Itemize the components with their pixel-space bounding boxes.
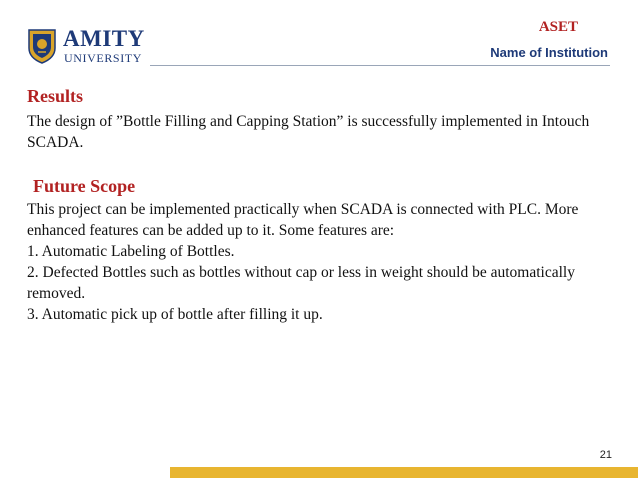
logo-name: AMITY	[63, 26, 145, 51]
amity-logo	[27, 26, 145, 74]
header-divider	[150, 65, 610, 66]
future-scope-title: Future Scope	[33, 176, 136, 196]
shield-crest-icon	[27, 28, 57, 64]
future-scope-intro: This project can be implemented practically when SCADA is connected with PLC. More enhanced features can be added up to it. Some features are:	[27, 201, 579, 239]
logo-subtitle: UNIVERSITY	[64, 51, 142, 65]
page-number: 21	[599, 449, 612, 461]
footer-bar	[170, 467, 638, 478]
future-scope-item-2: 2. Defected Bottles such as bottles without cap or less in weight should be automatically removed.	[27, 264, 575, 302]
results-text-block	[27, 111, 607, 153]
results-text: The design of ”Bottle Filling and Capping Station” is successfully implemented in Intouch SCADA.	[27, 113, 590, 151]
future-scope-item-1: 1. Automatic Labeling of Bottles.	[27, 243, 235, 260]
aset-label: ASET	[538, 19, 578, 35]
results-title: Results	[27, 86, 84, 106]
institution-name: Name of Institution	[490, 45, 608, 60]
future-scope-item-3: 3. Automatic pick up of bottle after filling it up.	[27, 306, 323, 323]
future-scope-text-block	[27, 199, 607, 325]
